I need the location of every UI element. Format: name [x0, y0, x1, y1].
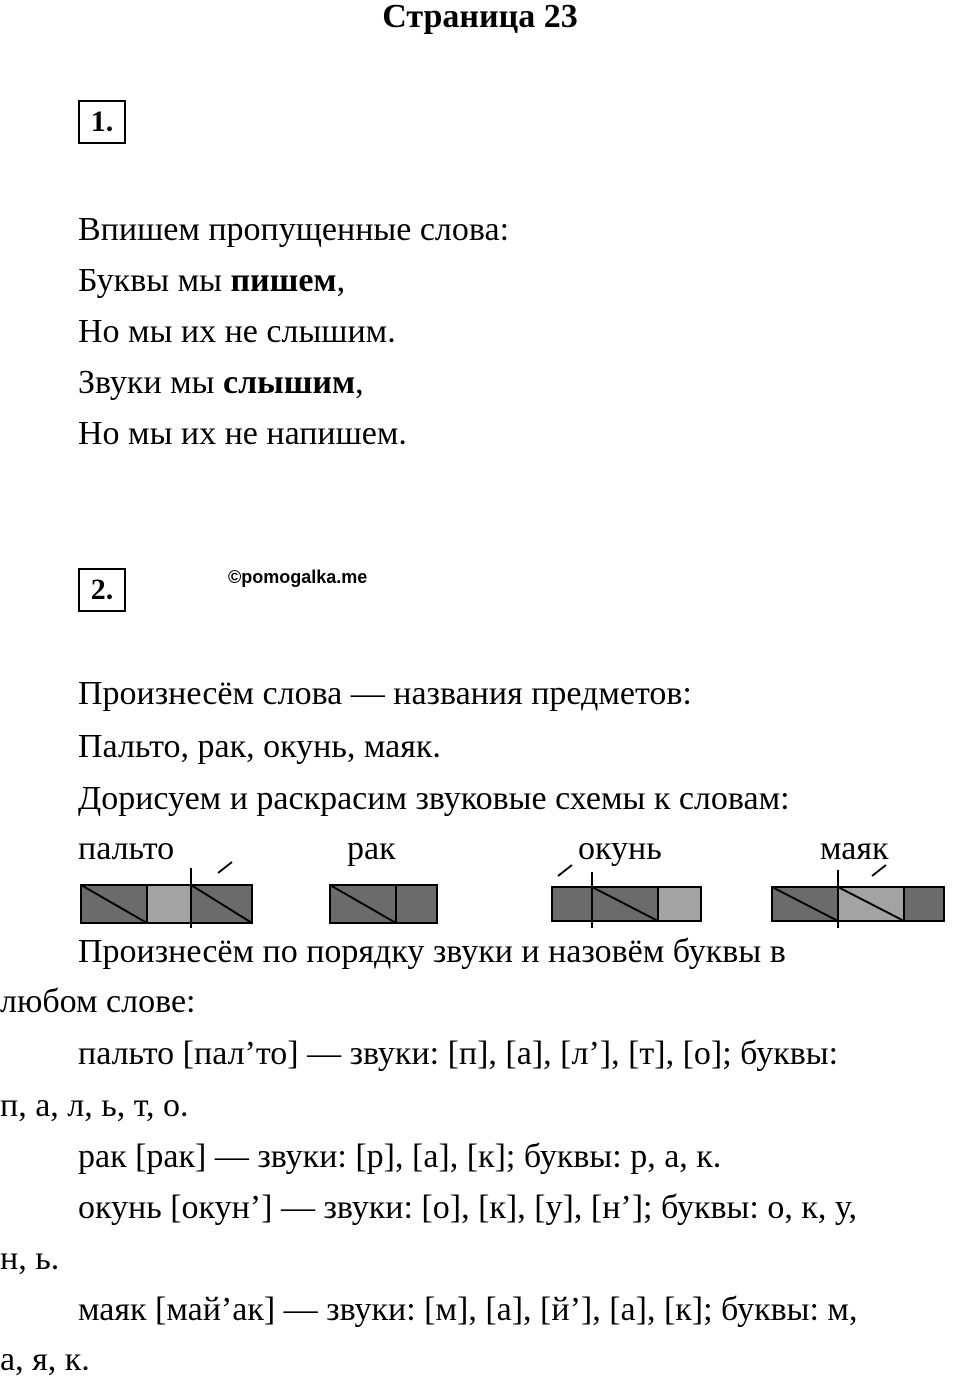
page-title: Страница 23	[382, 0, 578, 35]
analysis-palto-line-1: пальто [пал’то] — звуки: [п], [а], [л’], [т], [о]; буквы:	[78, 1035, 839, 1072]
poem-line-2-pre: Но мы их не слышим.	[78, 313, 396, 350]
scheme-rak	[330, 885, 437, 923]
task-2-words: Пальто, рак, окунь, маяк.	[78, 728, 441, 765]
analysis-rak: рак [рак] — звуки: [р], [а], [к]; буквы: р, а, к.	[78, 1138, 722, 1175]
analysis-okun-line-1: окунь [окун’] — звуки: [о], [к], [у], [н’]; буквы: о, к, у,	[78, 1189, 857, 1226]
poem-line-3-pre: Звуки мы	[78, 364, 223, 401]
task-2-instruction: Дорисуем и раскрасим звуковые схемы к словам:	[78, 780, 790, 817]
analysis-okun-line-2: н, ь.	[0, 1240, 60, 1277]
analysis-mayak-line-2: а, я, к.	[0, 1341, 90, 1378]
scheme-label-okun: окунь	[578, 830, 662, 867]
poem-line-2	[78, 312, 396, 352]
sound-k	[904, 887, 944, 921]
poem-line-3-answer: слышим	[223, 364, 356, 401]
poem-line-1	[78, 261, 345, 301]
scheme-okun	[552, 865, 701, 928]
poem-line-3-post: ,	[355, 364, 364, 401]
poem-line-4-pre: Но мы их не напишем.	[78, 415, 407, 452]
scheme-palto	[81, 862, 252, 928]
poem-line-1-pre: Буквы мы	[78, 262, 231, 299]
task-2-paragraph-cont: любом слове:	[0, 983, 196, 1020]
poem-line-3	[78, 363, 364, 403]
stress-mark	[872, 865, 886, 876]
stress-mark	[558, 865, 572, 876]
poem-line-1-answer: пишем	[230, 262, 337, 299]
task-1-intro: Впишем пропущенные слова:	[78, 211, 510, 248]
sound-o	[552, 887, 592, 921]
scheme-label-palto: пальто	[78, 830, 175, 867]
task-2-number: 2.	[78, 568, 126, 612]
scheme-label-rak: рак	[347, 830, 396, 867]
task-2-intro: Произнесём слова — названия предметов:	[78, 675, 692, 712]
scheme-mayak	[772, 865, 944, 928]
stress-mark	[218, 862, 232, 873]
sound-schemes	[0, 820, 960, 930]
poem-line-1-post: ,	[336, 262, 346, 299]
analysis-mayak-line-1: маяк [май’ак] — звуки: [м], [а], [й’], [а], [к]; буквы: м,	[78, 1291, 858, 1328]
task-1-number: 1.	[78, 100, 126, 144]
poem-line-4	[78, 414, 407, 454]
scheme-label-mayak: маяк	[820, 830, 889, 867]
sound-un	[658, 887, 701, 921]
watermark: ©pomogalka.me	[228, 567, 368, 587]
task-2-paragraph-start: Произнесём по порядку звуки и назовём буквы в	[78, 933, 786, 970]
sound-a	[147, 885, 191, 923]
sound-a-k	[396, 885, 437, 923]
analysis-palto-line-2: п, а, л, ь, т, о.	[0, 1087, 189, 1124]
